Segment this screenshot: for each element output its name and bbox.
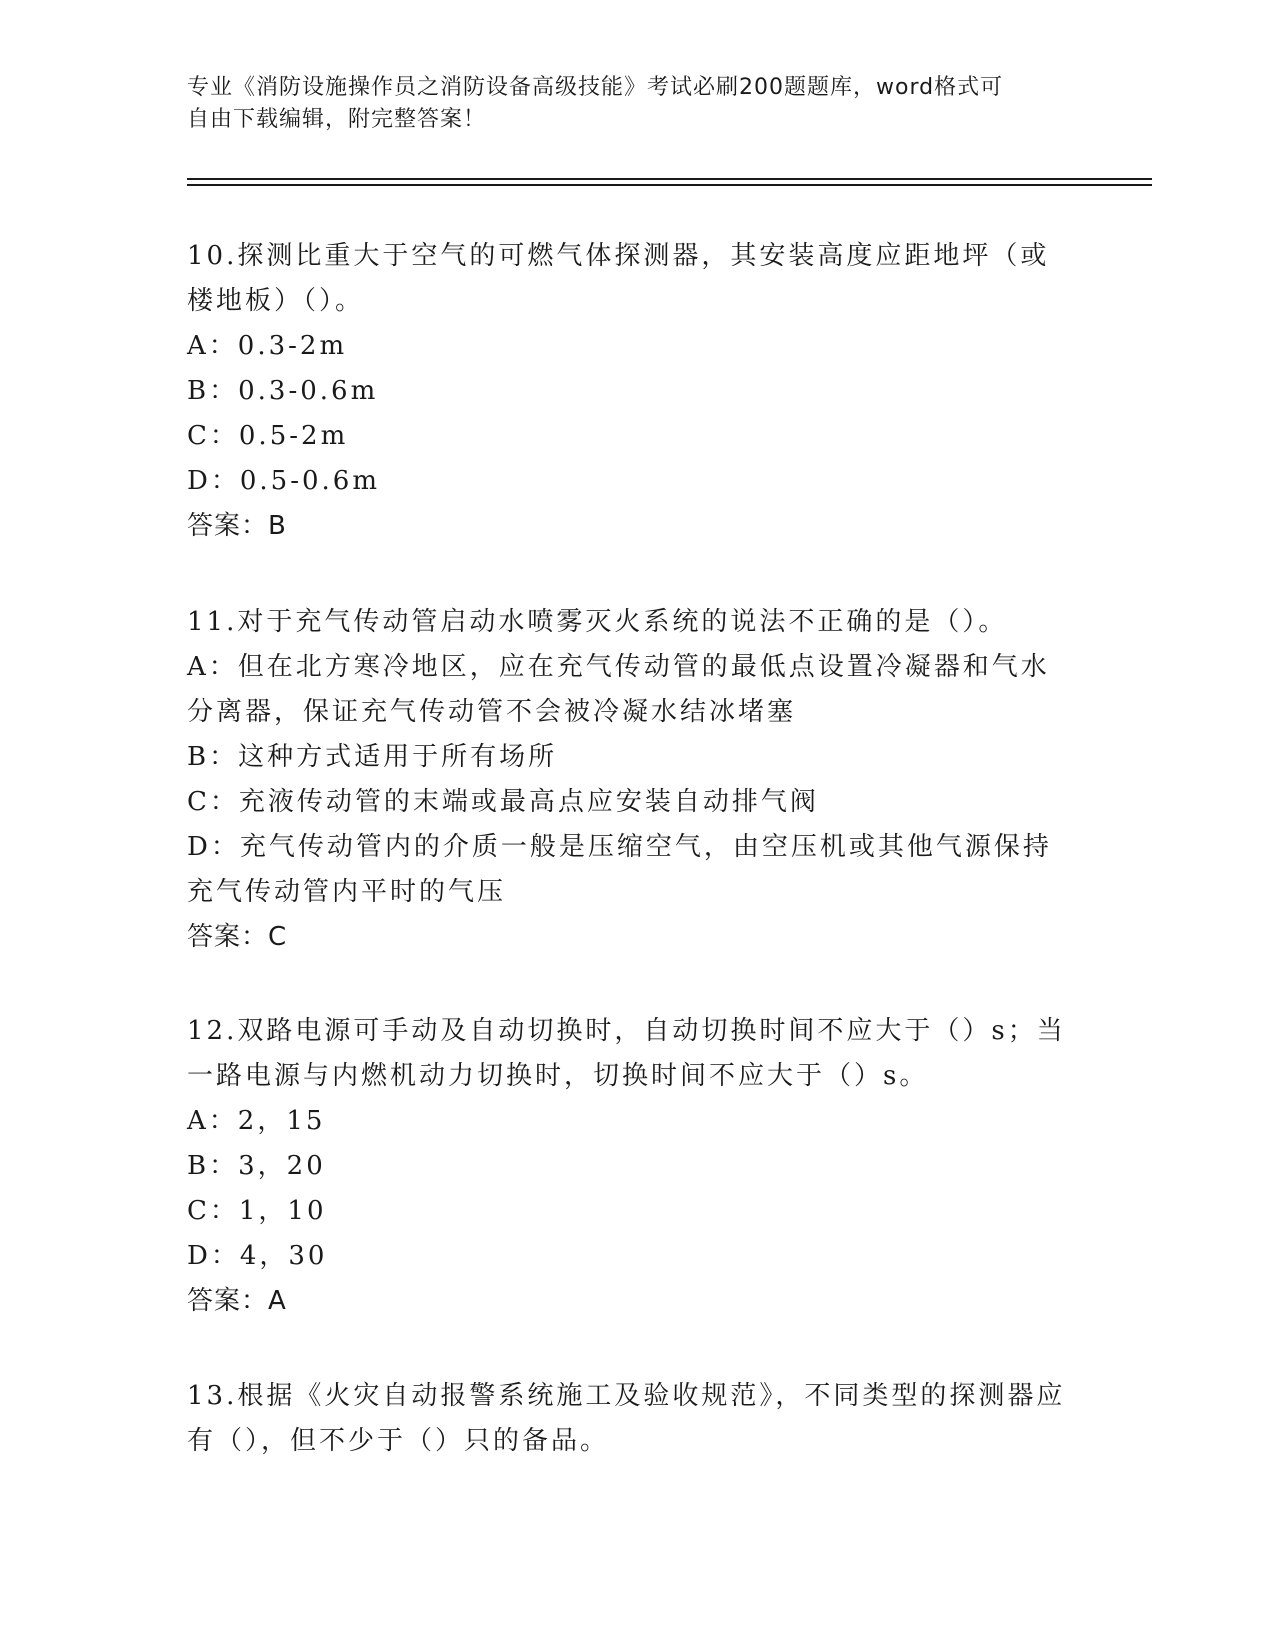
question-stem: 11.对于充气传动管启动水喷雾灭火系统的说法不正确的是（）。 — [187, 607, 1008, 637]
option-a: A：但在北方寒冷地区，应在充气传动管的最低点设置冷凝器和气水分离器，保证充气传动管不会被冷凝水结冰堵塞 — [187, 652, 1050, 727]
option-d: D：0.5-0.6m — [187, 466, 380, 496]
question-12 — [187, 1009, 1077, 1324]
header-line-1: 专业《消防设施操作员之消防设备高级技能》考试必刷200题题库，word格式可 — [187, 75, 1004, 100]
answer: 答案：C — [187, 922, 288, 952]
header-divider-top — [187, 178, 1152, 180]
question-stem: 13.根据《火灾自动报警系统施工及验收规范》，不同类型的探测器应有（），但不少于（）只的备品。 — [187, 1381, 1066, 1456]
question-10 — [187, 234, 1077, 549]
question-stem: 10.探测比重大于空气的可燃气体探测器，其安装高度应距地坪（或楼地板）（）。 — [187, 241, 1050, 316]
option-b: B：0.3-0.6m — [187, 376, 379, 406]
option-c: C：1，10 — [187, 1196, 327, 1226]
answer: 答案：A — [187, 1286, 287, 1316]
option-b: B：这种方式适用于所有场所 — [187, 742, 558, 772]
question-13 — [187, 1374, 1077, 1464]
question-11 — [187, 600, 1077, 960]
option-c: C：充液传动管的末端或最高点应安装自动排气阀 — [187, 787, 819, 817]
header-divider-bottom — [187, 184, 1152, 186]
document-header — [187, 72, 1087, 136]
answer: 答案：B — [187, 511, 287, 541]
option-a: A：0.3-2m — [187, 331, 348, 361]
option-a: A：2，15 — [187, 1106, 326, 1136]
option-d: D：充气传动管内的介质一般是压缩空气，由空压机或其他气源保持充气传动管内平时的气压 — [187, 832, 1052, 907]
option-d: D：4，30 — [187, 1241, 328, 1271]
option-c: C：0.5-2m — [187, 421, 349, 451]
header-line-2: 自由下载编辑，附完整答案！ — [187, 107, 487, 132]
option-b: B：3，20 — [187, 1151, 326, 1181]
question-stem: 12.双路电源可手动及自动切换时，自动切换时间不应大于（）s；当一路电源与内燃机动力切换时，切换时间不应大于（）s。 — [187, 1016, 1066, 1091]
